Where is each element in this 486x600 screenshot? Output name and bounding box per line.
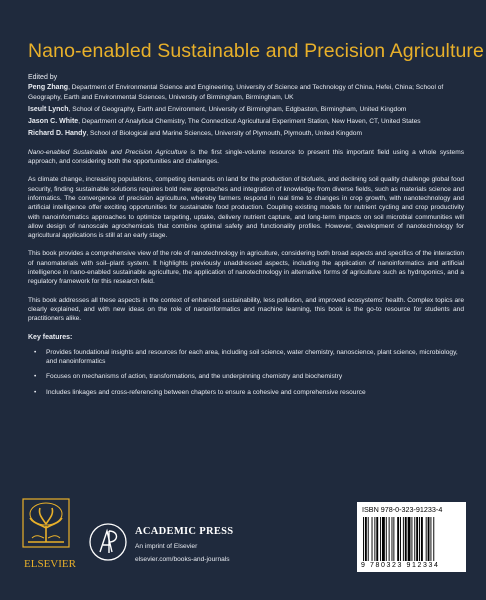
elsevier-tree-logo <box>22 498 70 548</box>
intro-text: is the first single-volume resource to present this important field using a whole systems approach, and considering both the opportunities and challenges. <box>28 148 464 166</box>
book-title: Nano-enabled Sustainable and Precision Agriculture <box>28 40 484 62</box>
barcode-bar <box>405 517 407 561</box>
key-feature-item: • Focuses on mechanisms of action, transformations, and the underpinning chemistry and biochemistry <box>38 372 464 381</box>
publisher-url: elsevier.com/books-and-journals <box>135 556 230 563</box>
back-cover-text <box>28 73 464 403</box>
barcode-bar <box>363 517 364 561</box>
academic-press-logo <box>88 522 128 562</box>
barcode-bar <box>428 517 430 561</box>
editor-entry <box>28 105 464 114</box>
barcode-bar <box>376 517 378 561</box>
key-feature-item: • Includes linkages and cross-referencing between chapters to ensure a cohesive and comprehensive resource <box>38 388 464 397</box>
editor-name: Peng Zhang <box>28 84 69 92</box>
barcode-bar <box>397 517 399 561</box>
barcode-bar <box>392 517 393 561</box>
barcode-bar <box>419 517 420 561</box>
editor-entry <box>28 129 464 138</box>
barcode-bar <box>368 517 369 561</box>
barcode-bar <box>403 517 404 561</box>
barcode-bar <box>430 517 431 561</box>
barcode-bar <box>414 517 415 561</box>
body-paragraph: This book provides a comprehensive view of the role of nanotechnology in agriculture, considering both broad aspects and specifics of the interaction of nanomaterials with soil–plant system. It highlights previously unaddressed aspects, including the application of nanoinformatics and artificial intelligence in nano-enabled sustainable agriculture, the application of nanotechnology in alternative forms of agriculture such as hydroponics, and a regulatory framework for this research field. <box>28 250 464 286</box>
barcode-bar <box>421 517 423 561</box>
intro-book-title: Nano-enabled Sustainable and Precision Agriculture <box>28 148 187 156</box>
editor-name: Iseult Lynch <box>28 105 69 113</box>
key-feature-item: • Provides foundational insights and resources for each area, including soil science, water chemistry, nanoscience, plant science, microbiology, and nanoinformatics <box>38 348 464 367</box>
editor-name: Richard D. Handy <box>28 130 87 138</box>
barcode-bar <box>386 517 387 561</box>
barcode-bar <box>382 517 385 561</box>
barcode-bar <box>389 517 390 561</box>
imprint-text: An imprint of Elsevier <box>135 543 198 550</box>
editor-name: Jason C. White <box>28 118 79 126</box>
body-paragraph: As climate change, increasing populations, competing demands on land for the production of biofuels, and declining soil quality challenge global food security, finding sustainable solutions requires bold new approaches and integration of knowledge from diverse fields, such as materials science and informatics. The convergence of precision agriculture, whereby farmers respond in real time to changes in crop growth, with nanotechnology and artificial intelligence offer exciting opportunities for sustainable food production. Coupling existing models for nutrient cycling and crop productivity with nanoinformatics approaches to optimize targeting, uptake, delivery nutrient capture, and long-term impacts on soil microbial communities will allow design of nanoscale agrochemicals that combine optimal safety and functionality profiles. However, development of nanotechnology for agricultural applications is still at an early stage. <box>28 176 464 240</box>
edited-by-label: Edited by <box>28 74 58 81</box>
key-features-heading: Key features: <box>28 333 73 341</box>
barcode-bar <box>380 517 381 561</box>
academic-press-name: ACADEMIC PRESS <box>135 526 234 537</box>
body-paragraph: This book addresses all these aspects in the context of enhanced sustainability, less pollution, and improved ecosystems' health. Complex topics are clearly explained, and with new ideas on the role of nanoinformatics and machine learning, this book is the go-to resource for students and practitioners alike. <box>28 296 464 323</box>
elsevier-wordmark: ELSEVIER <box>24 558 76 570</box>
editor-entry <box>28 83 464 102</box>
barcode-bar <box>411 517 412 561</box>
barcode-bar <box>433 517 434 561</box>
barcode-bar <box>393 517 394 561</box>
barcode-bar <box>372 517 373 561</box>
isbn-label: ISBN 978-0-323-91233-4 <box>362 505 443 514</box>
barcode-bar <box>408 517 411 561</box>
isbn-digits: 9 780323 912334 <box>361 562 440 569</box>
barcode <box>363 517 461 561</box>
barcode-bar <box>365 517 367 561</box>
editor-affiliation: , Department of Analytical Chemistry, The Connecticut Agricultural Experiment Station, New Haven, CT, United States <box>78 118 421 126</box>
key-features-list <box>28 348 464 397</box>
editor-affiliation: , School of Geography, Earth and Environment, University of Birmingham, Edgbaston, Birmingham, United Kingdom <box>68 105 407 113</box>
intro-paragraph <box>28 148 464 167</box>
barcode-bar <box>374 517 375 561</box>
editor-affiliation: , School of Biological and Marine Sciences, University of Plymouth, Plymouth, United Kingdom <box>86 130 362 138</box>
editor-entry <box>28 117 464 126</box>
barcode-bar <box>400 517 401 561</box>
editor-affiliation: , Department of Environmental Science and Engineering, University of Science and Technology of China, Hefei, China; School of Geography, Earth and Environmental Sciences, University of Birmingham, Birmingham, UK <box>28 84 444 101</box>
barcode-bar <box>426 517 427 561</box>
barcode-bar <box>416 517 418 561</box>
isbn-barcode-box <box>357 502 466 572</box>
